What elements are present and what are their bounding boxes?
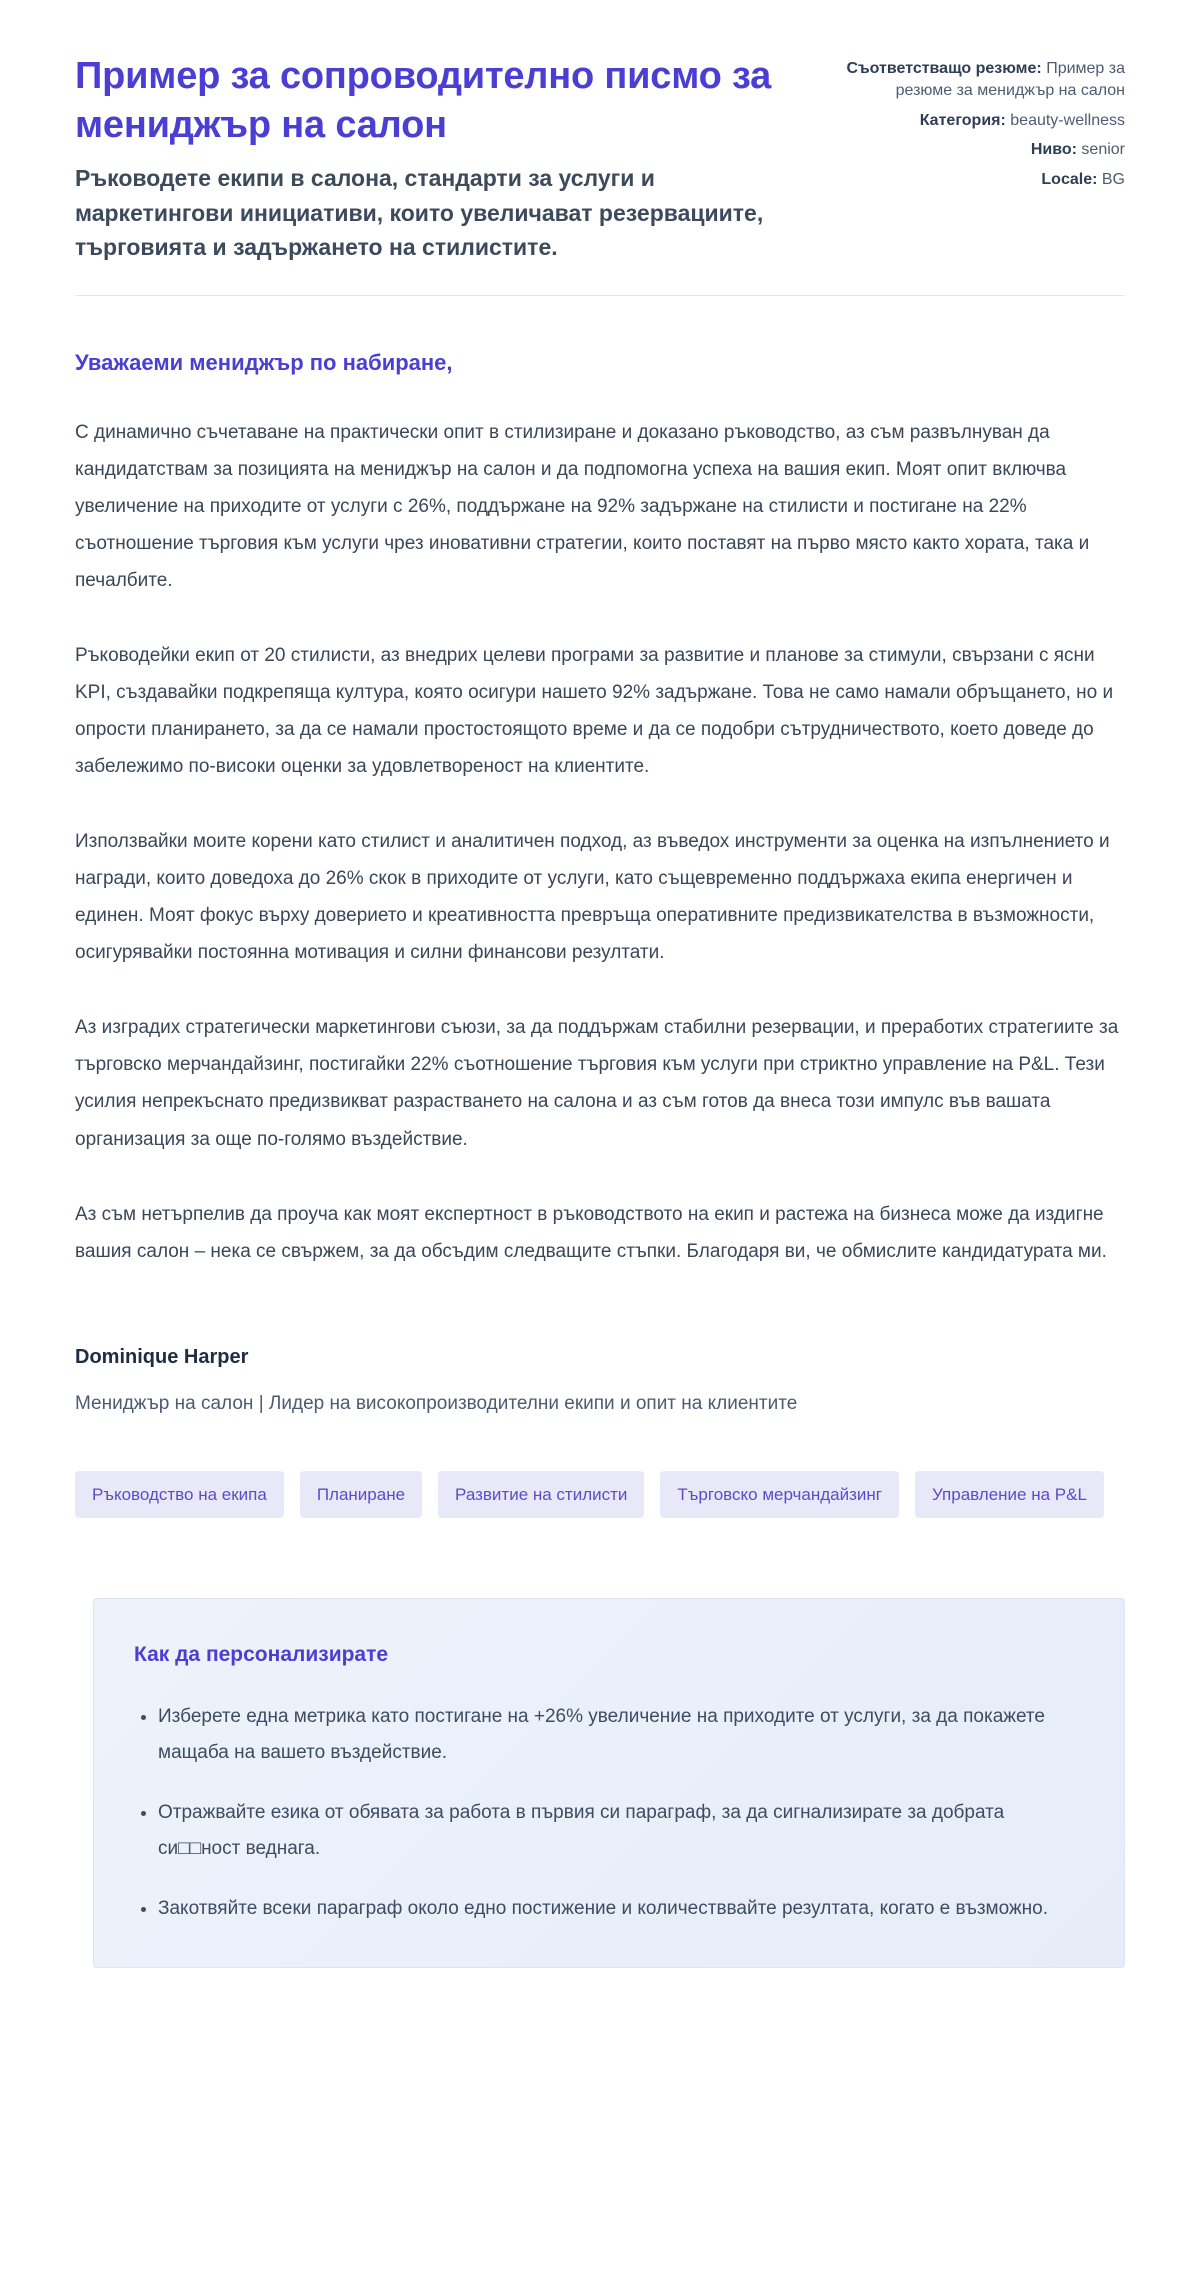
meta-label: Locale: — [1041, 170, 1098, 188]
meta-panel — [825, 52, 1125, 198]
header-title-block — [75, 52, 795, 265]
paragraph: Аз съм нетърпелив да проуча как моят експертност в ръководството на екип и растежа на бизнеса може да издигне вашия салон – нека се свържем, за да обсъдим следващите стъпки. Благодаря ви, че обмислите кандидатурата ми. — [75, 1203, 1107, 1262]
page-subtitle: Ръководете екипи в салона, стандарти за услуги и маркетингови инициативи, които увеличават резервациите, търговията и задържането на стилистите. — [75, 165, 764, 261]
paragraph: Използвайки моите корени като стилист и аналитичен подход, аз въведох инструменти за оценка на изпълнението и награди, които доведоха до 26% скок в приходите от услуги, като същевременно поддържаха екипа енергичен и единен. Моят фокус върху доверието и креативността превръща оперативните предизвикателства в възможности, осигурявайки постоянна мотивация и силни финансови резултати. — [75, 831, 1110, 964]
signature-name: Dominique Harper — [75, 1345, 249, 1368]
personalize-bullet: • Отражвайте езика от обявата за работа в първия си параграф, за да сигнализирате за добрата си□□ност веднага. — [158, 1795, 1084, 1867]
meta-value: Пример за резюме за мениджър на салон — [895, 60, 1125, 100]
letter-body — [75, 414, 1125, 1270]
greeting: Уважаеми мениджър по набиране, — [75, 349, 453, 375]
paragraph: Ръководейки екип от 20 стилисти, аз внедрих целеви програми за развитие и планове за стимули, свързани с ясни KPI, създавайки подкрепяща култура, която осигури нашето 92% задържане. Това не само намали обръщането, но и опрости планирането, за да се намали простостоящото време и да се подобри сътрудничеството, което доведе до забележимо по-високи оценки за удовлетвореност на клиентите. — [75, 644, 1114, 778]
header-divider — [75, 295, 1125, 296]
meta-value: senior — [1081, 141, 1125, 159]
header — [75, 52, 1125, 265]
personalize-list — [134, 1699, 1084, 1927]
skill-tags — [75, 1471, 1125, 1518]
skill-tag: Управление на P&L — [915, 1471, 1104, 1518]
signature-role: Мениджър на салон | Лидер на високопроизводителни екипи и опит на клиентите — [75, 1392, 798, 1414]
paragraph: Аз изградих стратегически маркетингови съюзи, за да поддържам стабилни резервации, и преработих стратегиите за търговско мерчандайзинг, постигайки 22% съотношение търговия към услуги при стриктно управление на P&L. Тези усилия непрекъснато предизвикват разрастването на салона и аз съм готов да внеса този импулс във вашата организация за още по-голямо въздействие. — [75, 1017, 1119, 1150]
meta-label: Съответстващо резюме: — [846, 60, 1042, 77]
personalize-bullet: • Изберете една метрика като постигане на +26% увеличение на приходите от услуги, за да покажете мащаба на вашето въздействие. — [158, 1699, 1084, 1771]
meta-value: BG — [1101, 170, 1125, 188]
personalize-callout — [93, 1598, 1125, 1968]
meta-item — [825, 110, 1125, 132]
skill-tag: Развитие на стилисти — [438, 1471, 644, 1518]
meta-item — [825, 139, 1125, 161]
personalize-title: Как да персонализирате — [134, 1642, 389, 1666]
meta-label: Категория: — [919, 111, 1006, 129]
skill-tag: Ръководство на екипа — [75, 1471, 284, 1518]
paragraph: С динамично съчетаване на практически опит в стилизиране и доказано ръководство, аз съм развълнуван да кандидатствам за позицията на мениджър на салон и да подпомогна успеха на вашия екип. Моят опит включва увеличение на приходите от услуги с 26%, поддържане на 92% задържане на стилисти и постигане на 22% съотношение търговия към услуги чрез иновативни стратегии, които поставят на първо място както хората, така и печалбите. — [75, 421, 1090, 591]
personalize-bullet: • Закотвяйте всеки параграф около едно постижение и количестввайте резултата, когато е възможно. — [158, 1891, 1084, 1927]
skill-tag: Търговско мерчандайзинг — [660, 1471, 899, 1518]
meta-value: beauty-wellness — [1010, 111, 1125, 129]
letter-content — [75, 350, 1125, 1968]
meta-label: Ниво: — [1030, 141, 1077, 159]
meta-item — [825, 169, 1125, 191]
meta-item — [825, 58, 1125, 103]
skill-tag: Планиране — [300, 1471, 422, 1518]
page-title: Пример за сопроводително писмо за мениджър на салон — [75, 55, 772, 146]
